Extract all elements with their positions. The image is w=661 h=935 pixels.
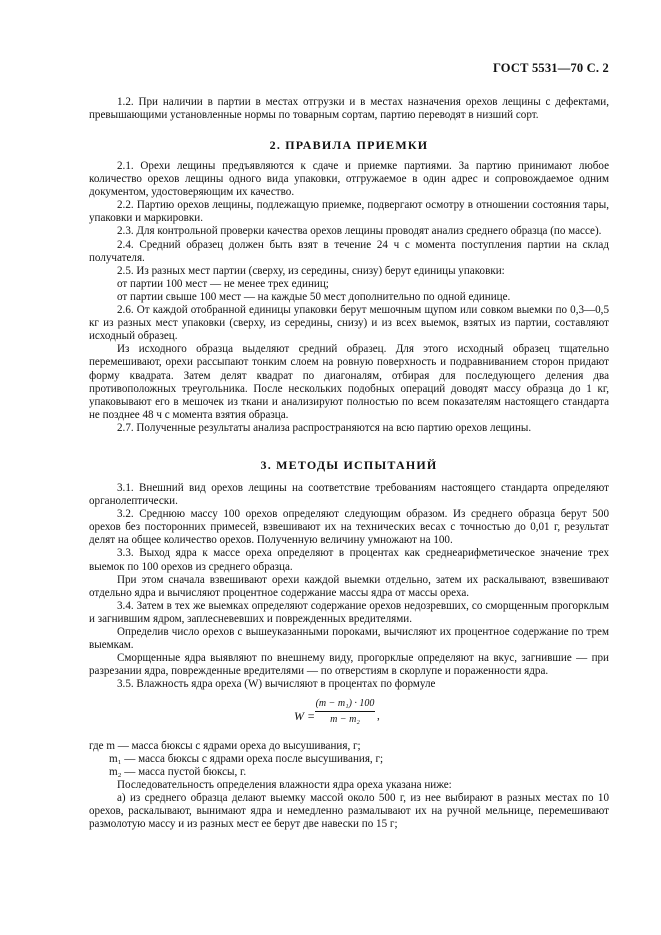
list-item-over-100: от партии свыше 100 мест — на каждые 50 мест дополнительно по одной единице. [117,290,511,303]
definition-symbol: m₂ — [109,765,136,778]
definition-m2 [89,766,609,779]
paragraph-2-6: 2.6. От каждой отобранной единицы упаковки берут мешочным щупом или совком выемки по 0,3—0,5 кг из разных мест упаковки (сверху, из середины, снизу) и из всех выемок, взятых из партии, составляют исходный образец. [89,304,609,343]
paragraph-3-3: 3.3. Выход ядра к массе ореха определяют в процентах как среднеарифметическое значение трех выемок по 100 орехов из среднего образца. [89,547,609,573]
paragraph-3-2: 3.2. Среднюю массу 100 орехов определяют следующим образом. Из среднего образца берут 500 орехов без посторонних примесей, взвешивают их на технических весах с точностью до 0,01 г, результат делят на общее количество орехов. Полученную величину умножают на 100. [89,508,609,547]
definition-m [89,740,609,753]
paragraph-step-a: а) из среднего образца делают выемку массой около 500 г, из нее выбирают в разных местах по 10 орехов, раскалывают, вынимают ядра и немедленно размалывают их на ручной мельнице, перемешивают размолотую массу и из разных мест ее берут две навески по 15 г; [89,791,609,831]
formula-lhs: W = [294,708,316,723]
formula-fraction [315,698,375,726]
paragraph-3-4-defects: Сморщенные ядра выявляют по внешнему виду, прогорклые определяют на вкус, загнившие — при разрезании ядра, поврежденные вредителями — по отверстиям в скорлупе и пораженности ядра. [89,652,609,678]
formula-denominator: m − m₂ [330,713,360,725]
paragraph-1-2: 1.2. При наличии в партии в местах отгрузки и в местах назначения орехов лещины с дефектами, превышающими установленные нормы по товарным сортам, партию переводят в низший сорт. [89,96,609,122]
definition-text: масса бюксы с ядрами ореха после высушивания, г; [138,752,384,765]
paragraph-2-6-cont: Из исходного образца выделяют средний образец. Для этого исходный образец тщательно перемешивают, орехи рассыпают тонким слоем на ровную поверхность и подравниванием сторон придают форму квадрата. Затем делят квадрат по диагоналям, отбирая для последующего деления два противоположных треугольника. После нескольких подобных операций доводят массу образца до 1 кг, упаковывают его в мешочек из ткани и анализируют полностью по всем показателям настоящего стандарта не позднее 48 ч с момента взятия образца. [89,343,609,421]
section-2 [89,138,609,435]
definition-text: масса бюксы с ядрами ореха до высушивания, г; [131,739,361,752]
paragraph-3-4: 3.4. Затем в тех же выемках определяют содержание орехов недозревших, со сморщенным прогорклым и загнившим ядром, заплесневевших и поврежденных вредителями. [89,599,609,625]
section-3 [89,458,609,831]
paragraph-2-3: 2.3. Для контрольной проверки качества орехов лещины проводят анализ среднего образца (по массе). [117,225,602,238]
section-3-title: 3. МЕТОДЫ ИСПЫТАНИЙ [260,458,438,472]
definition-symbol: где m — [89,739,129,752]
list-item-100: от партии 100 мест — не менее трех единиц; [117,277,329,290]
page-header: ГОСТ 5531—70 С. 2 [492,61,609,75]
definition-symbol: m₁ — [109,752,136,765]
section-2-title: 2. ПРАВИЛА ПРИЕМКИ [269,138,429,152]
formula-numerator: (m − m₁) · 100 [315,698,375,712]
definition-m1 [89,753,609,766]
paragraph-2-7: 2.7. Полученные результаты анализа распространяются на всю партию орехов лещины. [117,421,532,434]
paragraph-2-5: 2.5. Из разных мест партии (сверху, из середины, снизу) берут единицы упаковки: [117,264,505,277]
definition-text: масса пустой бюксы, г. [138,765,247,778]
formula-trail: , [377,709,380,722]
paragraph-2-2: 2.2. Партию орехов лещины, подлежащую приемке, подвергают осмотру в отношении состояния тары, упаковки и маркировки. [89,199,609,225]
intro-block [89,96,609,122]
paragraph-3-5: 3.5. Влажность ядра ореха (W) вычисляют в процентах по формуле [117,678,436,691]
moisture-formula [89,698,609,736]
paragraph-3-3-cont: При этом сначала взвешивают орехи каждой выемки отдельно, затем их раскалывают, взвешивают отдельно ядра и вычисляют процентное содержание массы ядра от массы ореха. [89,573,609,599]
paragraph-2-4: 2.4. Средний образец должен быть взят в течение 24 ч с момента поступления партии на склад получателя. [89,238,609,264]
formula-definitions [89,740,609,779]
paragraph-3-1: 3.1. Внешний вид орехов лещины на соответствие требованиям настоящего стандарта определяют органолептически. [89,482,609,508]
paragraph-moisture-sequence: Последовательность определения влажности ядра ореха указана ниже: [117,778,452,791]
paragraph-3-4-cont: Определив число орехов с вышеуказанными пороками, вычисляют их процентное содержание по трем выемкам. [89,626,609,652]
paragraph-2-1: 2.1. Орехи лещины предъявляются к сдаче и приемке партиями. За партию принимают любое количество орехов лещины одного вида упаковки, отгружаемое в один адрес и сопровождаемое одним документом, удостоверяющим их качество. [89,160,609,199]
